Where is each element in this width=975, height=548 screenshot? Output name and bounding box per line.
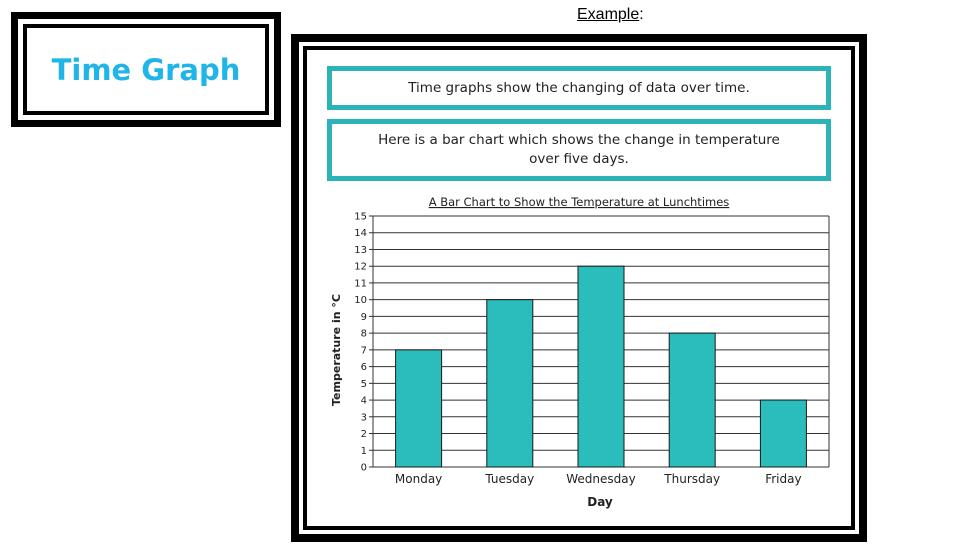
y-tick-label: 13 xyxy=(354,244,367,256)
y-tick-label: 4 xyxy=(360,395,367,407)
y-tick-label: 11 xyxy=(354,278,367,290)
x-tick-label: Wednesday xyxy=(566,472,636,486)
y-tick-label: 1 xyxy=(360,445,367,457)
y-tick-label: 3 xyxy=(360,412,367,424)
y-tick-labels xyxy=(354,212,373,474)
bar-monday xyxy=(396,350,442,467)
y-tick-label: 10 xyxy=(354,295,367,307)
y-tick-label: 5 xyxy=(360,378,367,390)
chart-title: A Bar Chart to Show the Temperature at Lunchtimes xyxy=(428,195,730,209)
info-box-description-line2: over five days. xyxy=(529,151,629,167)
bar-friday xyxy=(760,400,806,467)
y-tick-label: 14 xyxy=(354,228,367,240)
x-axis-label: Day xyxy=(587,495,613,509)
info-box-description-line1: Here is a bar chart which shows the change in temperature xyxy=(378,132,780,148)
x-tick-labels xyxy=(395,472,802,486)
y-tick-label: 12 xyxy=(354,261,367,273)
title-card-text: Time Graph xyxy=(51,52,241,87)
y-tick-label: 7 xyxy=(360,345,367,357)
y-axis-label: Temperature in °C xyxy=(330,294,343,406)
example-label-colon: : xyxy=(639,6,644,23)
x-tick-label: Monday xyxy=(394,472,443,486)
x-tick-label: Thursday xyxy=(664,472,721,486)
example-label-text: Example xyxy=(577,6,640,23)
y-tick-label: 15 xyxy=(354,211,367,223)
bar-tuesday xyxy=(487,300,533,467)
bar-wednesday xyxy=(578,266,624,467)
y-tick-label: 0 xyxy=(360,462,367,474)
y-tick-label: 6 xyxy=(360,362,367,374)
y-tick-label: 9 xyxy=(360,311,367,323)
x-tick-label: Friday xyxy=(765,472,802,486)
info-box-definition-text: Time graphs show the changing of data over time. xyxy=(408,79,750,96)
x-tick-label: Tuesday xyxy=(485,472,535,486)
bar-thursday xyxy=(669,333,715,467)
y-tick-label: 8 xyxy=(360,328,367,340)
y-tick-label: 2 xyxy=(360,429,367,441)
